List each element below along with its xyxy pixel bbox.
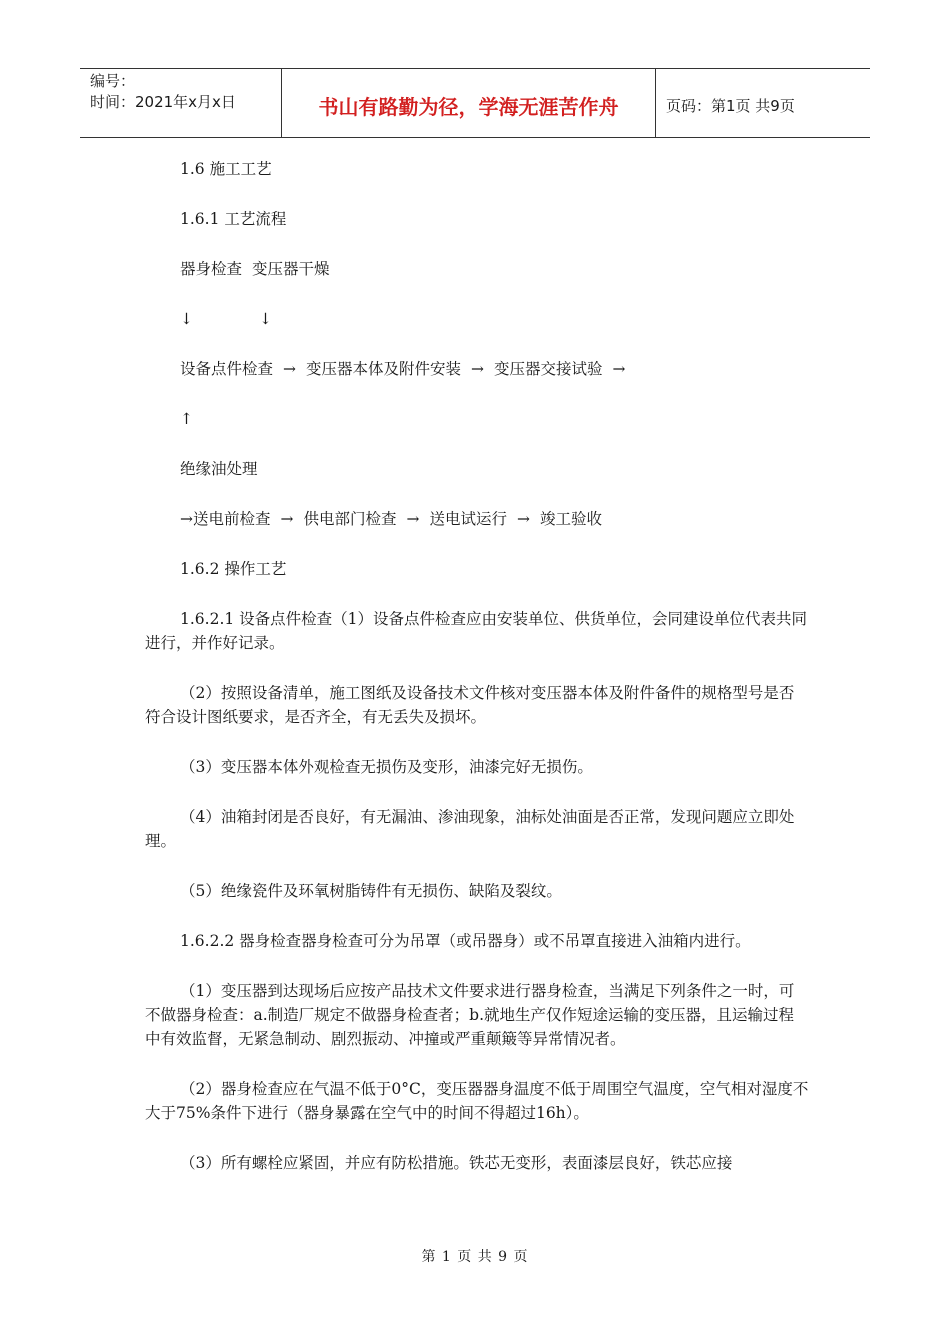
flow-step-precheck: →送电前检查 — [180, 510, 271, 528]
header-meta — [80, 69, 282, 137]
up-arrow-icon: ↑ — [180, 410, 193, 428]
header-page-code: 页码：第1页 共9页 — [666, 96, 795, 115]
flow-step-acceptance: 竣工验收 — [540, 510, 603, 528]
flow-step-trial-run: 送电试运行 — [429, 510, 508, 528]
section-heading-1-6-1: 1.6.1 工艺流程 — [180, 210, 287, 228]
flow-step-utility-check: 供电部门检查 — [303, 510, 397, 528]
paragraph: （4）油箱封闭是否良好，有无漏油、渗油现象，油标处油面是否正常，发现问题应立即处理。 — [145, 808, 795, 850]
paragraph: （2）器身检查应在气温不低于0°C，变压器器身温度不低于周围空气温度，空气相对湿度不大于75%条件下进行（器身暴露在空气中的时间不得超过16h）。 — [145, 1080, 809, 1122]
flow-row-1 — [145, 257, 809, 281]
section-heading-1-6: 1.6 施工工艺 — [180, 160, 272, 178]
right-arrow-icon: → — [471, 360, 485, 378]
flow-row-4 — [145, 407, 809, 431]
down-arrow-icon: ↓ — [259, 310, 272, 328]
paragraph: （3）所有螺栓应紧固，并应有防松措施。铁芯无变形，表面漆层良好，铁芯应接 — [180, 1154, 733, 1172]
flow-row-2 — [145, 307, 809, 331]
page-footer: 第 1 页 共 9 页 — [421, 1249, 529, 1265]
paragraph: （2）按照设备清单，施工图纸及设备技术文件核对变压器本体及附件备件的规格型号是否符合设计图纸要求，是否齐全，有无丢失及损坏。 — [145, 684, 795, 726]
flow-step-inventory: 设备点件检查 — [180, 360, 274, 378]
down-arrow-icon: ↓ — [180, 310, 193, 328]
right-arrow-icon: → — [612, 360, 626, 378]
flow-step-body-check: 器身检查 — [180, 260, 243, 278]
flow-step-install: 变压器本体及附件安装 — [306, 360, 462, 378]
paragraph: （5）绝缘瓷件及环氧树脂铸件有无损伤、缺陷及裂纹。 — [180, 882, 562, 900]
time-label: 时间：2021年x月x日 — [90, 93, 236, 111]
right-arrow-icon: → — [283, 360, 297, 378]
right-arrow-icon: → — [280, 510, 294, 528]
paragraph: （3）变压器本体外观检查无损伤及变形，油漆完好无损伤。 — [180, 758, 593, 776]
page-header — [80, 68, 870, 138]
flow-step-drying: 变压器干燥 — [252, 260, 330, 278]
flow-row-3 — [145, 357, 809, 381]
section-heading-1-6-2: 1.6.2 操作工艺 — [180, 560, 287, 578]
paragraph: 1.6.2.2 器身检查器身检查可分为吊罩（或吊器身）或不吊罩直接进入油箱内进行。 — [180, 932, 751, 950]
flow-step-oil: 绝缘油处理 — [180, 460, 258, 478]
paragraph: （1）变压器到达现场后应按产品技术文件要求进行器身检查，当满足下列条件之一时，可不做器身检查：a.制造厂规定不做器身检查者；b.就地生产仅作短途运输的变压器，且运输过程中有效监督，无紧急制动、剧烈振动、冲撞或严重颠簸等异常情况者。 — [145, 982, 795, 1048]
right-arrow-icon: → — [517, 510, 531, 528]
right-arrow-icon: → — [406, 510, 420, 528]
number-label: 编号： — [90, 72, 136, 90]
header-motto: 书山有路勤为径，学海无涯苦作舟 — [282, 69, 656, 137]
flow-row-6 — [145, 507, 809, 531]
flow-step-test: 变压器交接试验 — [494, 360, 603, 378]
document-body — [145, 157, 809, 1175]
paragraph: 1.6.2.1 设备点件检查（1）设备点件检查应由安装单位、供货单位，会同建设单位代表共同进行，并作好记录。 — [145, 610, 808, 652]
